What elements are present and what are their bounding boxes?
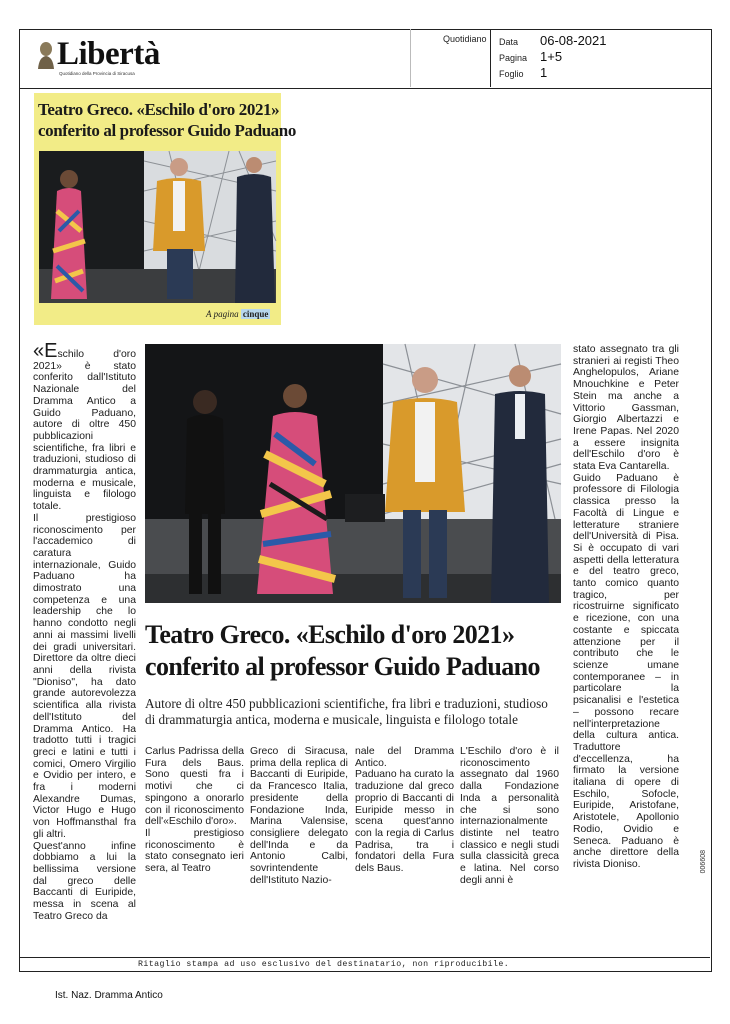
column-6: [573, 344, 679, 876]
teaser-page-ref-word: cinque: [242, 309, 269, 319]
column-6-paragraph-1: stato assegnato tra gli stranieri ai registi Theo Anghelopulos, Ariane Mnouchkine e Peter Stein ma anche a Vittorio Gassman, Giorgio Albertazzi e Irene Papas. Nel 2020 a essere insignita dell'Eschilo d'oro è stata Eva Cantarella.: [573, 344, 679, 473]
teaser-page-ref-prefix: A pagina: [206, 309, 239, 319]
teaser-photo-image: [39, 151, 276, 303]
column-4-paragraph-1: nale del Dramma Antico.: [355, 746, 454, 769]
teaser-title-line1: Teatro Greco. «Eschilo d'oro 2021»: [38, 100, 280, 119]
header-divider-vertical: [490, 29, 491, 87]
headline-line1: Teatro Greco. «Eschilo d'oro 2021»: [145, 620, 515, 649]
column-1: [33, 340, 136, 922]
teaser-page-ref[interactable]: [206, 309, 270, 319]
footer-owner: Ist. Naz. Dramma Antico: [55, 990, 163, 1001]
main-photo-image: [145, 344, 561, 603]
column-2-paragraph-2: Il prestigioso riconoscimento è stato consegnato ieri sera, al Teatro: [145, 827, 244, 875]
header-divider-vertical-2: [410, 29, 411, 87]
main-photo: [145, 344, 561, 603]
date-label: Data: [499, 37, 519, 47]
column-4-paragraph-2: Paduano ha curato la traduzione dal greco proprio di Baccanti di Euripide messo in scena quest'anno con la regia di Carlus Padrisa, tra i fondatori della Fura dels Baus.: [355, 769, 454, 875]
page-value: 1+5: [540, 49, 563, 64]
column-3-paragraph-1: Greco di Siracusa, prima della replica di Baccanti di Euripide, da Francesco Italia, presidente della Fondazione Inda, Marina Valensise, consigliere delegato dell'Inda e da Antonio Calbi, sovrintendente dell'Istituto Nazio-: [250, 746, 348, 886]
column-5-paragraph-1: L'Eschilo d'oro è il riconoscimento assegnato dal 1960 dalla Fondazione Inda a personalità che si sono internazionalmente distinte nel teatro classico e negli studi sulla classicità greca e latina. Nel corso degli anni è: [460, 746, 559, 886]
dropcap: «E: [33, 340, 58, 362]
column-2: [145, 746, 244, 875]
newspaper-logo: [35, 36, 205, 76]
teaser-photo: [39, 151, 276, 303]
archive-code: 006608: [700, 850, 707, 874]
sheet-label: Foglio: [499, 69, 524, 79]
column-3: [250, 746, 348, 886]
date-value: 06-08-2021: [540, 33, 607, 48]
subheading: Autore di oltre 450 pubblicazioni scientifiche, fra libri e traduzioni, studioso di drammaturgia antica, moderna e musicale, linguista e filologo totale: [145, 696, 548, 727]
logo-subtitle: Quotidiano della Provincia di Siracusa: [59, 71, 135, 76]
column-1-paragraph-2: Il prestigioso riconoscimento per l'accademico di caratura internazionale, Guido Paduano ha dimostrato una competenza e una leadership che lo hanno condotto negli anni ai massimi livelli dei gradi universitari. Direttore da oltre dieci anni della rivista "Dioniso", ha dato grande autorevolezza scientifica alla rivista dell'Istituto del Dramma Antico. Ha tradotto tutti i tragici greci e latini e tutti i comici, Omero Virgilio e Ovidio per intero, e fra i moderni Alexandre Dumas, Victor Hugo e Hugo von Hoffmansthal fra gli altri.: [33, 512, 136, 840]
column-1-paragraph-1: schilo d'oro 2021» è stato conferito dall'Istituto Nazionale del Dramma Antico a Guido Paduano, autore di oltre 450 pubblicazioni scientifiche, fra libri e traduzioni, studioso di drammaturgia antica, moderna e musicale, linguista e filologo totale.: [33, 349, 136, 513]
column-2-paragraph-1: Carlus Padrissa della Fura dels Baus. Sono questi fra i motivi che ci spingono a onorarlo con il riconoscimento dell'«Eschilo d'oro».: [145, 746, 244, 828]
page-label: Pagina: [499, 53, 528, 63]
teaser-title-line2: conferito al professor Guido Paduano: [38, 121, 296, 140]
column-6-paragraph-2: Guido Paduano è professore di Filologia classica presso la Facoltà di Lingue e letterature straniere dell'Università di Pisa. Si è occupato di vari aspetti della letteratura e del teatro greco, tanto comico quanto tragico, per ricostruirne significato e ricezione, con una costante e spiccata attenzione per il contributo che le scienze umane contemporanee – in particolare la psicanalisi e l'estetica – possono recare nell'interpretazione della cultura antica. Traduttore d'eccellenza, ha firmato la versione italiana di opere di Eschilo, Sofocle, Euripide, Aristofane, Aristotele, Apollonio Rodio, Ovidio e Seneca. Paduano è anche direttore della rivista Dioniso.: [573, 472, 679, 870]
teaser-box: [34, 93, 296, 325]
footer-rule: [19, 957, 710, 958]
logo-text: Libertà: [57, 36, 160, 72]
column-5: [460, 746, 559, 886]
footer-notice: Ritaglio stampa ad uso esclusivo del destinatario, non riproducibile.: [138, 960, 510, 969]
sheet-value: 1: [540, 65, 548, 80]
publication-type: Quotidiano: [443, 34, 487, 44]
column-1-paragraph-3: Quest'anno infine dobbiamo a lui la bellissima versione dal greco delle Baccanti di Euripide, messa in scena al Teatro Greco da: [33, 840, 136, 922]
headline-line2: conferito al professor Guido Paduano: [145, 652, 540, 681]
column-4: [355, 746, 454, 875]
bust-icon: [35, 40, 57, 70]
